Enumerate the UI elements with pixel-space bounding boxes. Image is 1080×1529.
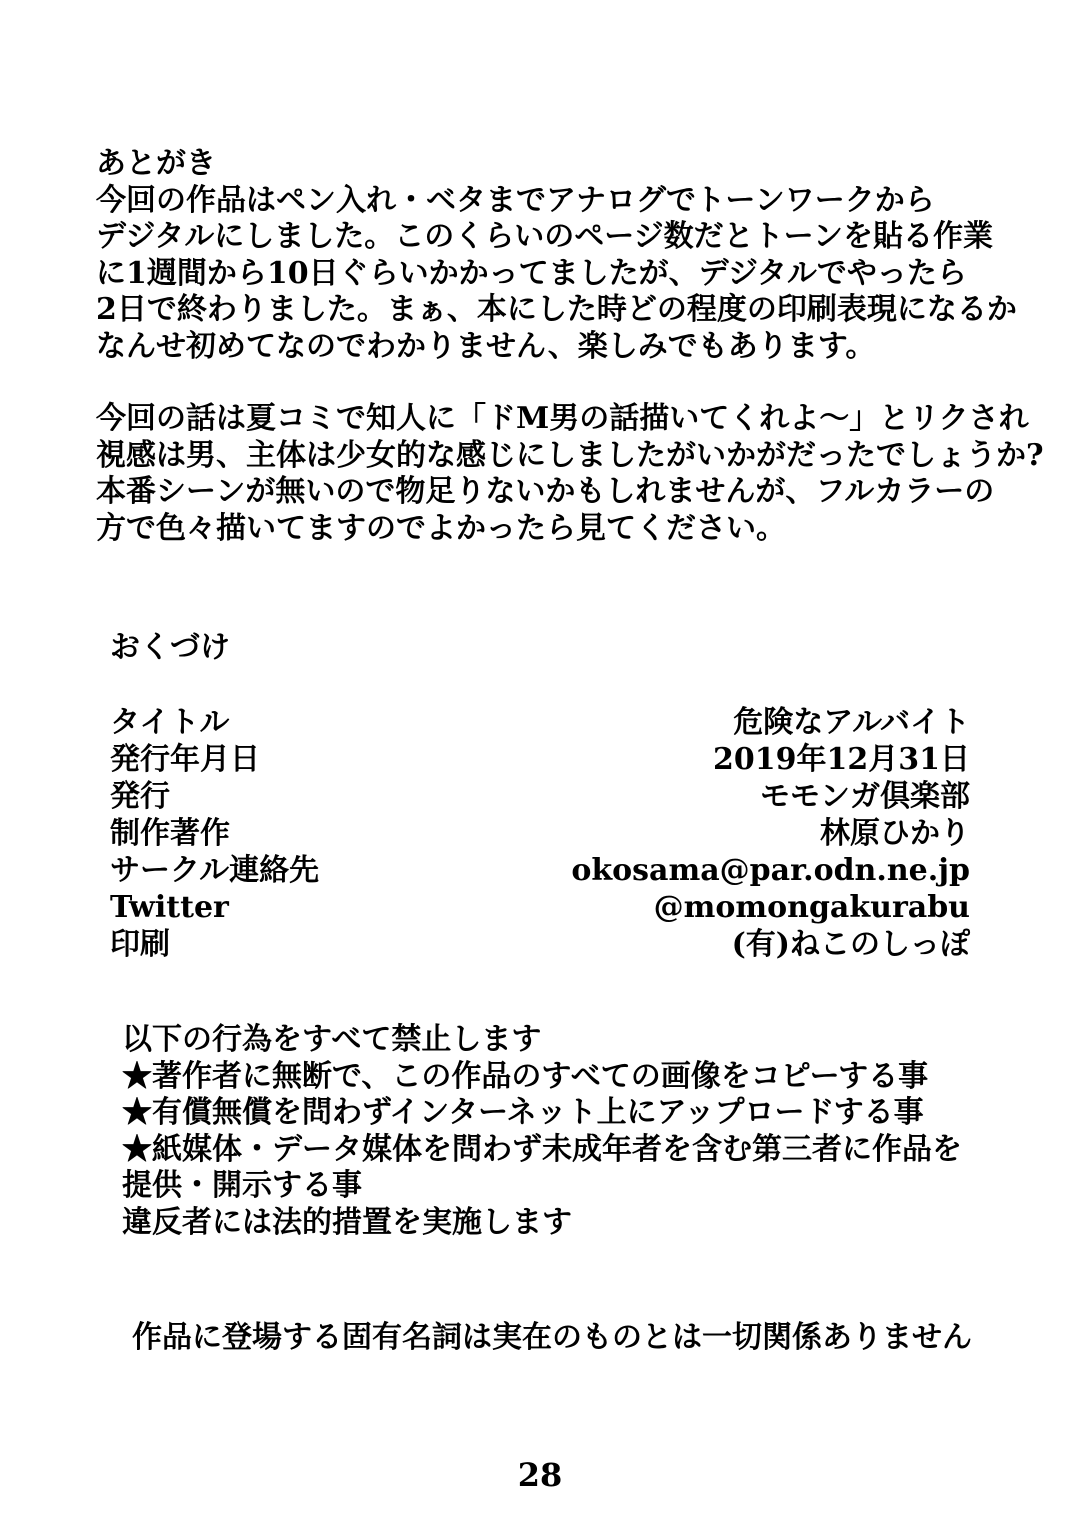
colophon-label: 発行 [110,779,170,814]
colophon-value: 2019年12月31日 [713,742,970,777]
colophon-label: Twitter [110,890,229,925]
colophon-table [110,704,970,963]
paragraph-gap [96,365,996,401]
afterword-line: 2日で終わりました。まぁ、本にした時どの程度の印刷表現になるか [96,292,1017,327]
prohibition-line: 提供・開示する事 [122,1168,362,1203]
colophon-label: タイトル [110,705,230,740]
colophon-label: 発行年月日 [110,742,260,777]
prohibition-notice [122,1022,1002,1241]
afterword-line: 視感は男、主体は少女的な感じにしましたがいかがだったでしょうか? [96,437,1044,473]
colophon-label: 制作著作 [110,816,230,851]
prohibition-line: ★紙媒体・データ媒体を問わず未成年者を含む第三者に作品を [122,1131,962,1167]
afterword-section [96,146,1044,547]
page-number: 28 [517,1456,563,1494]
prohibition-line: ★有償無償を問わずインターネット上にアップロードする事 [122,1095,924,1130]
colophon-value: 林原ひかり [820,816,970,851]
colophon-label: サークル連絡先 [110,853,320,888]
prohibition-line: 以下の行為をすべて禁止します [122,1022,542,1057]
afterword-line: 今回の話は夏コミで知人に「ドM男の話描いてくれよ～」とリクされ [96,401,1029,436]
prohibition-line: ★著作者に無断で、この作品のすべての画像をコピーする事 [122,1058,929,1094]
colophon-row-author [110,815,970,852]
prohibition-line: 違反者には法的措置を実施します [122,1204,572,1240]
colophon-value: 危険なアルバイト [733,705,970,740]
colophon-row-publish-date [110,741,970,778]
colophon-row-printer [110,926,970,963]
colophon-value: (有)ねこのしっぽ [731,927,970,962]
colophon-value: okosama@par.odn.ne.jp [571,853,970,888]
colophon-heading: おくづけ [110,630,230,665]
afterword-line: なんせ初めてなのでわかりません、楽しみでもあります。 [96,328,876,364]
colophon-value: モモンガ倶楽部 [760,779,970,814]
colophon-row-publisher [110,778,970,815]
disclaimer-text: 作品に登場する固有名詞は実在のものとは一切関係ありません [132,1320,972,1355]
afterword-line: 方で色々描いてますのでよかったら見てください。 [96,510,786,546]
colophon-value: @momongakurabu [653,890,970,925]
colophon-row-twitter [110,889,970,926]
afterword-heading: あとがき [96,146,216,181]
afterword-line: デジタルにしました。このくらいのページ数だとトーンを貼る作業 [96,219,993,254]
afterword-line: 今回の作品はペン入れ・ベタまでアナログでトーンワークから [96,182,935,218]
colophon-label: 印刷 [110,927,170,962]
colophon-row-contact [110,852,970,889]
afterword-line: に1週間から10日ぐらいかかってましたが、デジタルでやったら [96,255,967,291]
afterword-line: 本番シーンが無いので物足りないかもしれませんが、フルカラーの [96,474,995,509]
colophon-row-title [110,704,970,741]
